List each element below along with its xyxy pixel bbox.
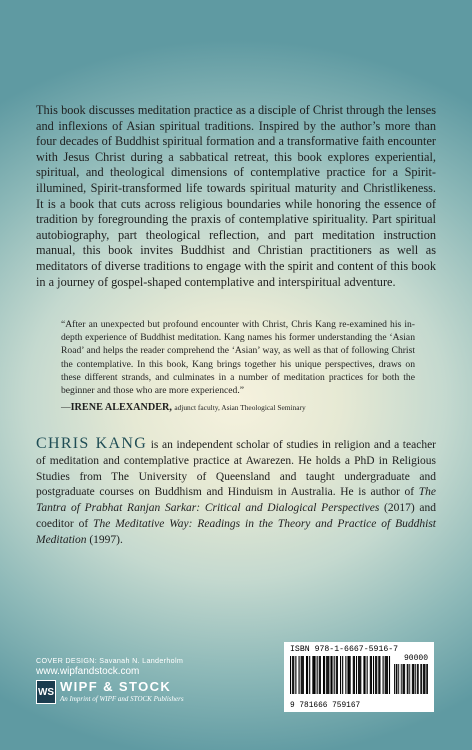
price-code-bar <box>417 664 418 694</box>
barcode-bar <box>317 656 318 694</box>
barcode-bar <box>323 656 324 694</box>
barcode-bar <box>375 656 376 694</box>
publisher-mark-icon: WS <box>36 680 56 704</box>
barcode-bar <box>349 656 350 694</box>
barcode-bar <box>385 656 386 694</box>
barcode-bar <box>337 656 338 694</box>
barcode-bar <box>353 656 354 694</box>
barcode-bar <box>370 656 371 694</box>
barcode-bar <box>378 656 379 694</box>
barcode-bar <box>299 656 300 694</box>
barcode-bar <box>367 656 368 694</box>
barcode-bar <box>301 656 302 694</box>
barcode-bar <box>376 656 377 694</box>
barcode-bar <box>371 656 372 694</box>
price-code-bar <box>397 664 398 694</box>
barcode-bar <box>290 656 291 694</box>
barcode-bar <box>324 656 325 694</box>
barcode-bar <box>358 656 359 694</box>
isbn-barcode <box>284 642 434 712</box>
bio-book-title-2: The Meditative Way: Readings in the Theory and Practice of Buddhist Meditation <box>36 517 436 546</box>
price-code-bar <box>407 664 408 694</box>
barcode-bar <box>295 656 296 694</box>
publisher-website[interactable]: www.wipfandstock.com <box>36 666 140 677</box>
barcode-bar <box>360 656 361 694</box>
barcode-bar <box>319 656 320 694</box>
publisher-logo <box>36 680 256 706</box>
barcode-bar <box>359 656 360 694</box>
price-code-bar <box>403 664 404 694</box>
bio-text-3: (1997). <box>86 533 123 546</box>
price-code-bar <box>414 664 415 694</box>
barcode-bar <box>309 656 310 694</box>
barcode-bar <box>356 656 357 694</box>
barcode-bar <box>347 656 348 694</box>
barcode-bar <box>373 656 374 694</box>
endorsement-quote: “After an unexpected but profound encounter with Christ, Chris Kang re-examined his in-depth experience of Buddhist meditation. Kang names his former understanding the ‘Asian Road’ and helps the reader comprehend the ‘Asian’ way, as well as that of following Christ the contemplative. In this book, Kang brings together his unique perspectives, draws on these different strands, and culminates in a number of meditation practices for both the beginner and those who are more experienced.” <box>61 319 415 397</box>
publisher-name: WIPF & STOCK <box>60 679 172 694</box>
attribution-dash: — <box>61 402 71 413</box>
price-code-bar <box>413 664 414 694</box>
barcode-bar <box>314 656 315 694</box>
price-code-bar <box>415 664 416 694</box>
price-code-bar <box>394 664 395 694</box>
barcode-bar <box>354 656 355 694</box>
barcode-bar <box>306 656 307 694</box>
barcode-bar <box>320 656 321 694</box>
endorsement-attribution <box>61 402 421 413</box>
price-code-bar <box>425 664 426 694</box>
barcode-bar <box>292 656 293 694</box>
barcode-bar <box>336 656 337 694</box>
bio-text-2: (2017) and coeditor of <box>36 502 437 530</box>
barcode-bar <box>307 656 308 694</box>
cover-design-credit: COVER DESIGN: Savanah N. Landerholm <box>36 656 184 665</box>
price-code-bar <box>427 664 428 694</box>
credits <box>36 656 256 678</box>
author-name: CHRIS KANG <box>36 435 148 452</box>
barcode-bar <box>328 656 329 694</box>
price-code: 90000 <box>403 654 428 663</box>
barcode-bar <box>379 656 380 694</box>
price-code-bar <box>401 664 402 694</box>
isbn-number: ISBN 978-1-6667-5916-7 <box>290 645 399 654</box>
barcode-bar <box>350 656 351 694</box>
barcode-bar <box>345 656 346 694</box>
barcode-bar <box>326 656 327 694</box>
barcode-bar <box>312 656 313 694</box>
price-code-bar <box>421 664 422 694</box>
endorser-role: adjunct faculty, Asian Theological Seminary <box>174 403 306 412</box>
barcode-bar <box>340 656 341 694</box>
barcode-bar <box>334 656 335 694</box>
price-code-bar <box>396 664 397 694</box>
price-code-bar <box>404 664 405 694</box>
price-code-bar <box>409 664 410 694</box>
barcode-bar <box>363 656 364 694</box>
barcode-bar <box>327 656 328 694</box>
price-code-bar <box>398 664 399 694</box>
barcode-bar <box>330 656 331 694</box>
publisher-tagline: An Imprint of WIPF and STOCK Publishers <box>60 695 184 703</box>
barcode-bar <box>389 656 390 694</box>
barcode-bar <box>342 656 343 694</box>
barcode-bar <box>293 656 294 694</box>
bio-text-1: is an independent scholar of studies in religion and a teacher of meditation and contemplative practice at Awarezen. He holds a PhD in Religious Studies from The University of Queensland and taught undergraduate and postgraduate courses on Buddhism and Hinduism in Australia. He is author of <box>36 439 437 499</box>
barcode-digits: 9 781666 759167 <box>290 702 361 710</box>
barcode-bar <box>303 656 304 694</box>
price-code-bar <box>420 664 421 694</box>
barcode-bar <box>302 656 303 694</box>
endorser-name: IRENE ALEXANDER, <box>70 402 172 413</box>
author-bio <box>36 436 436 549</box>
price-code-bar <box>423 664 424 694</box>
barcode-bar <box>331 656 332 694</box>
barcode-bar <box>386 656 387 694</box>
barcode-bar <box>387 656 388 694</box>
bio-book-title-1: The Tantra of Prabhat Ranjan Sarkar: Critical and Dialogical Perspectives <box>36 486 436 515</box>
price-code-bar <box>424 664 425 694</box>
price-code-bar <box>418 664 419 694</box>
barcode-bar <box>313 656 314 694</box>
barcode-bar <box>383 656 384 694</box>
price-code-bar <box>408 664 409 694</box>
price-code-bar <box>412 664 413 694</box>
book-description: This book discusses meditation practice as a disciple of Christ through the lenses and inflexions of Asian spiritual traditions. Inspired by the author’s more than four decades of Buddhist spiritual formation and a transformative faith encounter with Jesus Christ during a sabbatical retreat, this book explores experiential, spiritual, and theological dimensions of contemplative practice for a Spirit-illumined, Spirit-transformed life towards spiritual maturity and Christlikeness. It is a book that cuts across religious boundaries while honoring the essence of tradition by foregrounding the praxis of contemplative spirituality. Part spiritual autobiography, part theological reflection, and part meditation instruction manual, this book invites Buddhist and Christian practitioners as well as meditators of diverse traditions to engage with the spirit and content of this book in a journey of gospel-shaped contemplative and interspiritual adventure. <box>36 103 436 289</box>
price-code-bar <box>426 664 427 694</box>
price-code-bar <box>403 664 404 694</box>
barcode-bar <box>364 656 365 694</box>
